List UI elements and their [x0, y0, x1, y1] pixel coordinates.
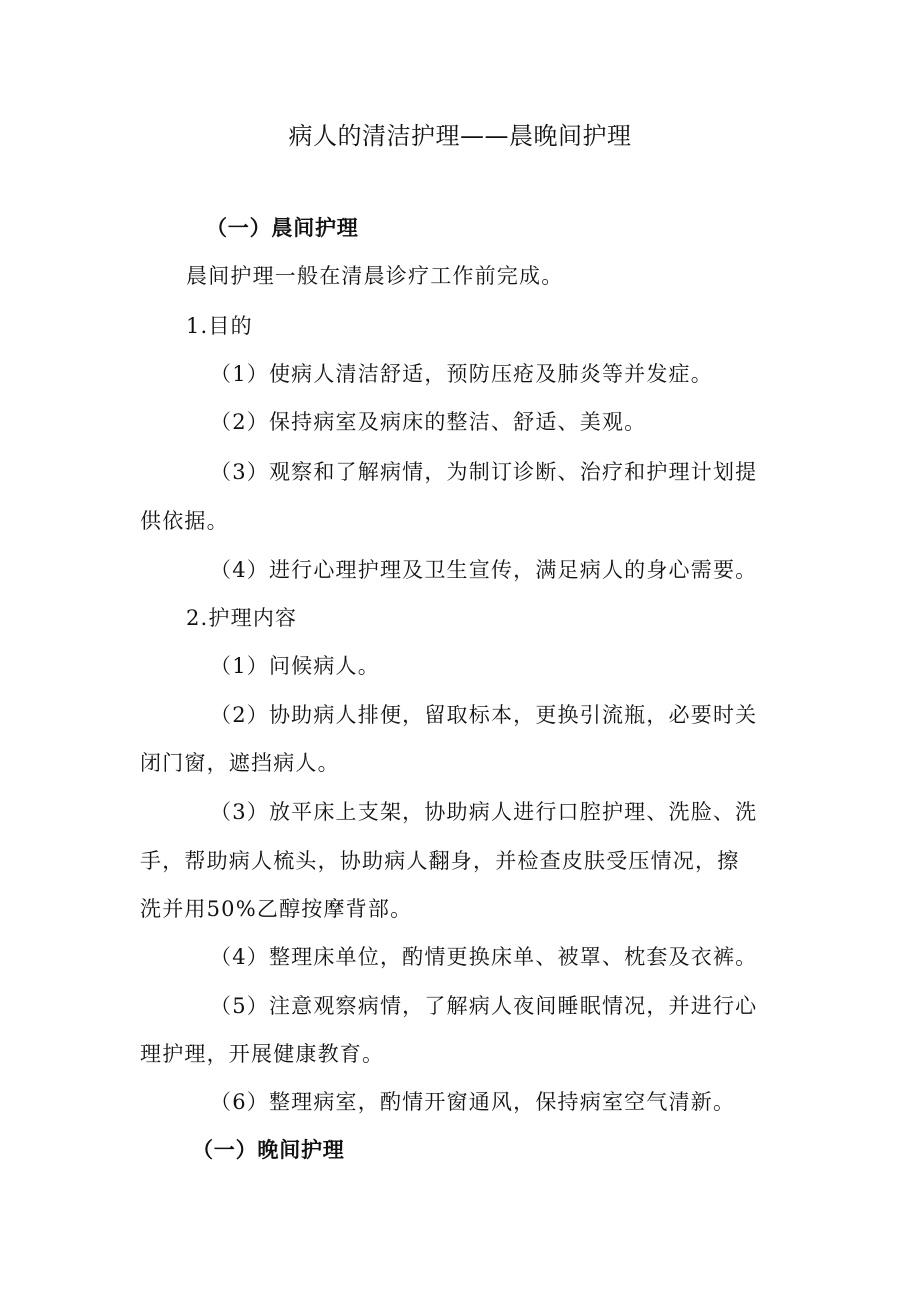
- purpose-heading: 1.目的: [186, 314, 253, 338]
- intro-paragraph: 晨间护理一般在清晨诊疗工作前完成。: [186, 264, 564, 288]
- purpose-item-4: （4）进行心理护理及卫生宣传，满足病人的身心需要。: [210, 558, 758, 582]
- purpose-item-1: （1）使病人清洁舒适，预防压疮及肺炎等并发症。: [210, 362, 713, 386]
- purpose-item-3: （3）观察和了解病情，为制订诊断、治疗和护理计划提: [210, 460, 758, 484]
- purpose-item-3-continued: 供依据。: [140, 509, 229, 533]
- content-item-2-continued: 闭门窗，遮挡病人。: [140, 751, 340, 775]
- content-item-6: （6）整理病室，酌情开窗通风，保持病室空气清新。: [210, 1090, 736, 1114]
- purpose-item-2: （2）保持病室及病床的整洁、舒适、美观。: [210, 410, 647, 434]
- content-item-2: （2）协助病人排便，留取标本，更换引流瓶，必要时关: [210, 703, 758, 727]
- content-item-1: （1）问候病人。: [210, 654, 380, 678]
- content-item-3-continued-1: 手，帮助病人梳头，协助病人翻身，并检查皮肤受压情况，擦: [140, 849, 740, 873]
- content-item-4: （4）整理床单位，酌情更换床单、被罩、枕套及衣裤。: [210, 945, 758, 969]
- content-item-3-continued-2: 洗并用50%乙醇按摩背部。: [140, 897, 413, 921]
- content-item-5: （5）注意观察病情，了解病人夜间睡眠情况，并进行心: [210, 994, 758, 1018]
- section-heading-morning: （一）晨间护理: [206, 216, 359, 240]
- content-item-5-continued: 理护理，开展健康教育。: [140, 1042, 385, 1066]
- content-heading: 2.护理内容: [186, 606, 298, 630]
- content-item-3: （3）放平床上支架，协助病人进行口腔护理、洗脸、洗: [210, 800, 758, 824]
- section-heading-evening: （一）晚间护理: [192, 1138, 345, 1162]
- document-title: 病人的清洁护理——晨晚间护理: [288, 122, 632, 150]
